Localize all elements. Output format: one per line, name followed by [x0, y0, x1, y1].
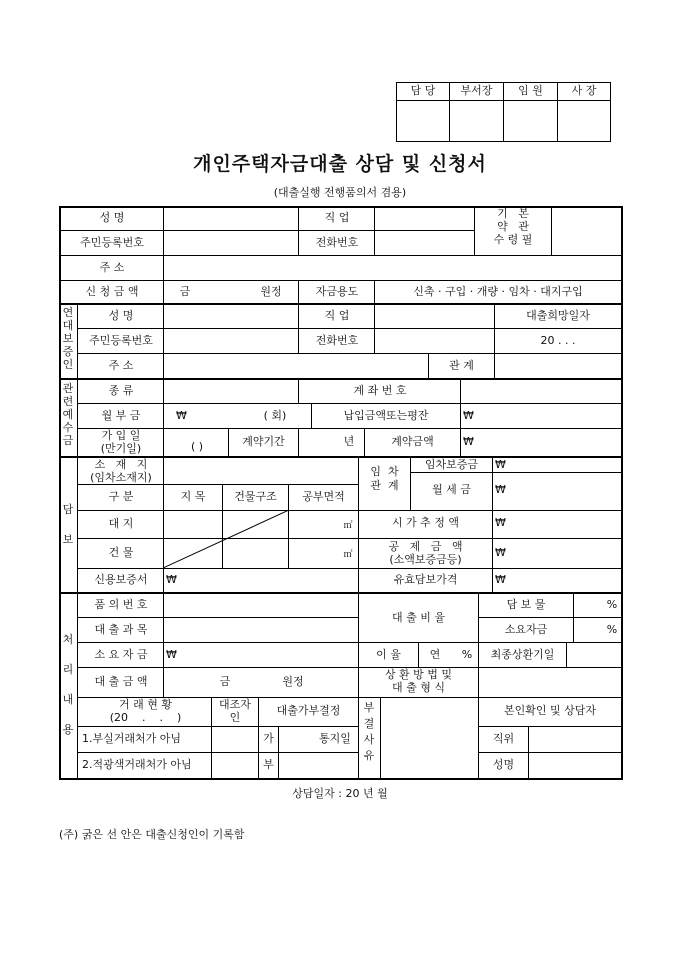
deposit-type-field[interactable]: [164, 380, 298, 403]
site-label: 대 지: [108, 517, 134, 530]
basic-terms-check[interactable]: [552, 207, 621, 255]
diagonal-strike: [163, 510, 289, 568]
page-subtitle: (대출실행 전행품의서 겸용): [273, 186, 407, 199]
account-number-field[interactable]: [461, 380, 621, 403]
land-type-label: 지 목: [180, 490, 206, 503]
applicant-phone-field[interactable]: [375, 231, 474, 255]
loan-subject-field[interactable]: [164, 618, 358, 642]
rate-percent: %: [461, 648, 473, 661]
identity-check-label: 본인확인 및 상담자: [503, 704, 596, 717]
rate-year-label: 연: [429, 648, 441, 661]
market-won: ₩: [495, 516, 506, 529]
collateral-side-label: 담 보: [62, 503, 74, 546]
amount-unit-label: 원정: [260, 285, 282, 298]
approval-no-field[interactable]: [164, 594, 358, 617]
collateral-item-label: 담 보 물: [506, 598, 546, 611]
rate-label: 이 율: [376, 648, 401, 661]
footnote: (주) 굵은 선 안은 대출신청인이 기록함: [59, 828, 245, 841]
paid-amount-label: 납입금액또는평잔: [343, 409, 429, 422]
applicant-job-field[interactable]: [375, 207, 474, 230]
applicant-job-label: 직 업: [324, 211, 350, 224]
required-funds-ratio-label: 소요자금: [504, 623, 548, 636]
loan-amount-won: 금: [219, 675, 231, 688]
purpose-options[interactable]: 신축 · 구입 · 개량 · 임차 · 대지구입: [413, 285, 583, 298]
paid-won-symbol: ₩: [463, 409, 474, 422]
checker-label: 대조자 인: [219, 698, 251, 724]
guarantor-rrn-field[interactable]: [164, 329, 298, 353]
consult-date: 상담일자 : 20 년 월: [292, 787, 388, 800]
collateral-percent: %: [606, 598, 618, 611]
approval-sign-president[interactable]: [558, 101, 610, 141]
market-value-label: 시 가 추 정 액: [391, 516, 460, 529]
guarantor-rrn-label: 주민등록번호: [89, 334, 153, 347]
won-symbol: ₩: [176, 409, 187, 422]
reject-reason-label: 부결사유: [363, 701, 375, 762]
basic-terms-label: 기 본 약 관 수 령 필: [493, 207, 533, 246]
contract-period-label: 계약기간: [242, 435, 285, 448]
repay-method-field[interactable]: [479, 668, 621, 697]
amount-label: 신 청 금 액: [85, 285, 139, 298]
building-label: 건 물: [108, 546, 134, 559]
times-field[interactable]: ( 회): [263, 409, 287, 422]
deposit-side-label: 관련예수금: [62, 382, 74, 447]
final-repay-label: 최종상환기일: [490, 648, 555, 661]
not-bad-client-label: 1.부실거래처가 아님: [82, 732, 181, 745]
final-repay-field[interactable]: [567, 643, 621, 667]
consultant-name-label: 성명: [492, 758, 515, 771]
rent-deposit-won: ₩: [495, 458, 506, 471]
category-label: 구 분: [108, 490, 134, 503]
decision-label: 대출가부결정: [276, 704, 341, 717]
approval-header-president: 사 장: [571, 84, 597, 97]
loan-date-label: 대출희망일자: [526, 309, 590, 322]
monthly-rent-won: ₩: [495, 483, 506, 496]
area-label: 공부면적: [302, 490, 345, 503]
applicant-rrn-field[interactable]: [164, 231, 298, 255]
loan-date-field[interactable]: 20 . . .: [540, 334, 576, 347]
rent-deposit-label: 임차보증금: [424, 458, 479, 471]
rent-relation-label: 임 차 관 계: [370, 465, 399, 492]
deposit-type-label: 종 류: [108, 384, 134, 397]
approval-no-label: 품 의 번 호: [94, 598, 148, 611]
processing-side-label: 처리내용: [62, 633, 74, 736]
maturity-field[interactable]: ( ): [190, 440, 204, 453]
applicant-name-field[interactable]: [164, 207, 298, 230]
amount-won-label: 금: [179, 285, 191, 298]
consultant-name-field[interactable]: [529, 753, 621, 777]
reject-reason-field[interactable]: [381, 698, 478, 777]
amount-field[interactable]: [196, 281, 256, 303]
contract-won-symbol: ₩: [463, 435, 474, 448]
applicant-address-field[interactable]: [164, 256, 621, 280]
loan-amount-unit: 원정: [282, 675, 304, 688]
deduction-label: 공 제 금 액 (소액보증금등): [388, 540, 463, 566]
position-label: 직위: [492, 732, 515, 745]
location-label: 소 재 지 (임차소재지): [90, 458, 152, 484]
effective-won: ₩: [495, 573, 506, 586]
guarantor-side-label: 연대보증인: [62, 306, 74, 371]
applicant-name-label: 성 명: [99, 211, 125, 224]
site-sqm-unit: ㎡: [343, 521, 353, 531]
guarantor-address-label: 주 소: [108, 359, 134, 372]
approval-sign-manager[interactable]: [397, 101, 449, 141]
position-field[interactable]: [529, 727, 621, 752]
applicant-rrn-label: 주민등록번호: [80, 236, 144, 249]
approval-header-executive: 임 원: [518, 84, 543, 97]
guarantor-job-label: 직 업: [324, 309, 350, 322]
required-amount-label: 소 요 자 금: [94, 648, 148, 661]
purpose-label: 자금용도: [315, 285, 359, 298]
credit-guarantee-label: 신용보증서: [94, 573, 148, 586]
effective-value-label: 유효담보가격: [393, 573, 458, 586]
join-date-label: 가 입 일 (만기일): [100, 429, 142, 455]
required-percent: %: [606, 623, 618, 636]
approval-sign-dept-head[interactable]: [450, 101, 503, 141]
approval-header-manager: 담 당: [410, 84, 436, 97]
not-yellow-client-label: 2.적광색거래처가 아님: [82, 758, 192, 771]
guarantor-job-field[interactable]: [375, 305, 494, 328]
contract-amount-label: 계약금액: [391, 435, 434, 448]
location-field[interactable]: [164, 458, 358, 484]
loan-subject-label: 대 출 과 목: [94, 623, 148, 636]
guarantor-phone-field[interactable]: [375, 329, 494, 353]
applicant-phone-label: 전화번호: [315, 236, 359, 249]
required-won: ₩: [166, 648, 177, 661]
account-number-label: 계 좌 번 호: [353, 384, 407, 397]
year-label: 년: [343, 435, 355, 448]
building-structure-label: 건물구조: [234, 490, 277, 503]
guarantor-name-field[interactable]: [164, 305, 298, 328]
loan-amount-label: 대 출 금 액: [94, 675, 148, 688]
approve-yes-label[interactable]: 가: [263, 732, 274, 745]
guarantor-relation-field[interactable]: [495, 354, 621, 378]
approval-header-dept-head: 부서장: [460, 84, 493, 97]
monthly-rent-label: 월 세 금: [432, 483, 471, 496]
trade-status-label: 거 래 현 황 (20 . . ): [109, 698, 182, 724]
monthly-payment-label: 월 부 금: [101, 409, 141, 422]
credit-won: ₩: [166, 573, 177, 586]
deduction-won: ₩: [495, 546, 506, 559]
guarantor-phone-label: 전화번호: [315, 334, 359, 347]
guarantor-address-field[interactable]: [164, 354, 428, 378]
page-title: 개인주택자금대출 상담 및 신청서: [193, 153, 487, 175]
loan-ratio-label: 대 출 비 율: [392, 611, 445, 624]
guarantor-name-label: 성 명: [108, 309, 134, 322]
approval-sign-executive[interactable]: [504, 101, 557, 141]
repay-method-label: 상 환 방 법 및 대 출 형 식: [384, 668, 453, 694]
guarantor-relation-label: 관 계: [449, 359, 474, 372]
notify-date-label: 통지일: [319, 732, 351, 745]
approve-no-label[interactable]: 부: [263, 758, 274, 771]
building-sqm-unit: ㎡: [343, 550, 353, 560]
applicant-address-label: 주 소: [99, 261, 125, 274]
